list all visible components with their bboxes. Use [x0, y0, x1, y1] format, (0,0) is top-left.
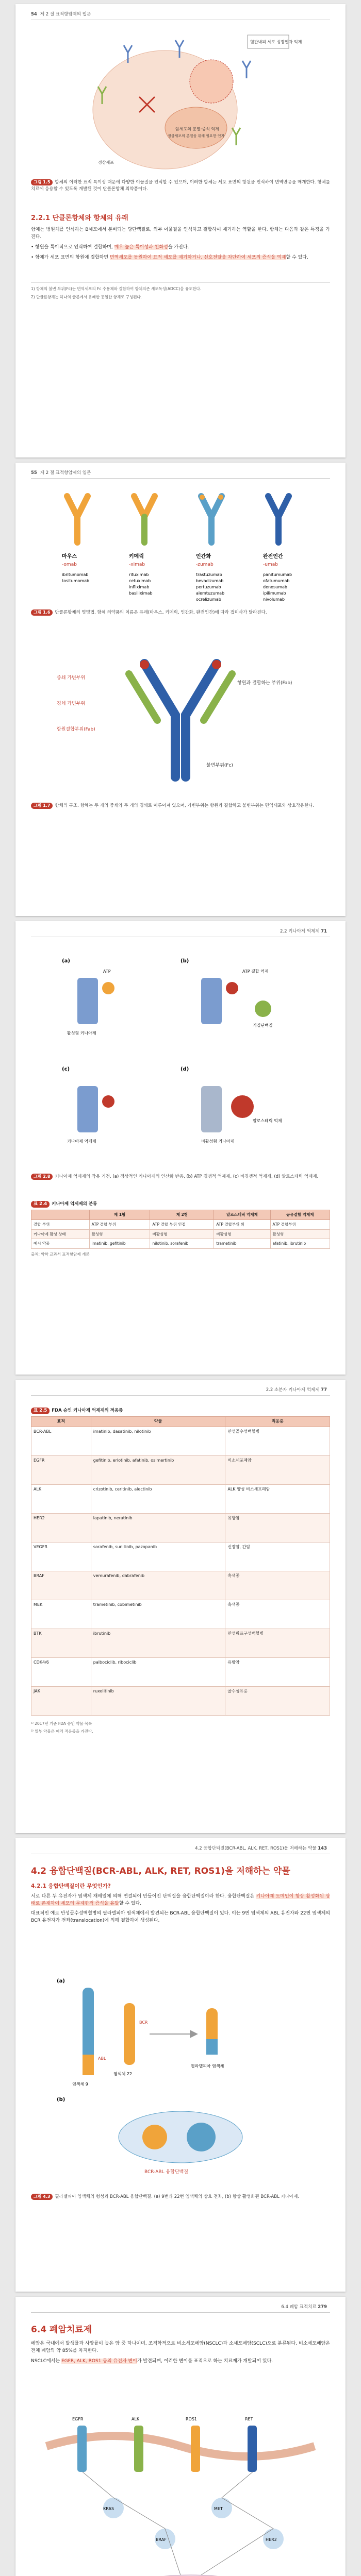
- svg-text:-zumab: -zumab: [196, 562, 214, 567]
- svg-text:ATP: ATP: [103, 969, 111, 974]
- svg-text:nivolumab: nivolumab: [263, 597, 285, 602]
- antibody-humanized: [196, 495, 224, 602]
- table-row: 예시 약물 imatinib, gefitinib nilotinib, sorafenib trametinib afatinib, ibrutinib: [31, 1239, 330, 1249]
- panel-a: [62, 958, 114, 1036]
- diagram-label: 정상세포: [98, 160, 114, 165]
- svg-text:BCR-ABL 융합단백질: BCR-ABL 융합단백질: [144, 2170, 188, 2175]
- svg-text:BRAF: BRAF: [156, 2537, 167, 2542]
- svg-text:KRAS: KRAS: [103, 2506, 114, 2511]
- svg-text:(d): (d): [180, 1066, 189, 1072]
- svg-text:basiliximab: basiliximab: [129, 591, 153, 596]
- page-77: [15, 1380, 346, 1833]
- table-row: BTK ibrutinib 만성림프구성백혈병: [31, 1629, 330, 1657]
- svg-text:pertuzumab: pertuzumab: [196, 585, 221, 589]
- svg-text:염색체 22: 염색체 22: [113, 2072, 132, 2076]
- footnote: 1) 항체의 불변 부위(Fc)는 면역세포의 Fc 수용체와 결합하여 항체의존 세포독성(ADCC)을 유도한다.: [31, 286, 202, 292]
- svg-text:ocrelizumab: ocrelizumab: [196, 597, 221, 602]
- table-row: BRAF vemurafenib, dabrafenib 흑색종: [31, 1571, 330, 1600]
- table-title: 표 2.5 FDA 승인 키나아제 억제제의 적응증: [31, 1408, 330, 1414]
- table-row: CDK4/6 palbociclib, ribociclib 유방암: [31, 1657, 330, 1686]
- svg-text:ATP 결합 억제: ATP 결합 억제: [242, 969, 269, 974]
- table-note: ²⁾ 일부 약물은 여러 적응증을 가진다.: [31, 1729, 93, 1734]
- svg-text:ABL: ABL: [98, 2056, 106, 2061]
- page-143: [15, 1838, 346, 2292]
- svg-text:(b): (b): [57, 2097, 65, 2103]
- svg-text:rituximab: rituximab: [129, 572, 149, 577]
- svg-text:비활성형 키나아제: 비활성형 키나아제: [201, 1139, 235, 1144]
- table-row: MEK trametinib, cobimetinib 흑색종: [31, 1600, 330, 1629]
- figure-caption: 그림 2.8 키나아제 억제제의 작용 기전. (a) 정상적인 키나아제의 인산화 반응, (b) ATP 경쟁적 억제제, (c) 비경쟁적 억제제, (d) 알로스테릭 억제제.: [31, 1174, 330, 1180]
- svg-text:ibritumomab: ibritumomab: [62, 572, 89, 577]
- page-71: [15, 921, 346, 1375]
- svg-text:panitumumab: panitumumab: [263, 572, 292, 577]
- svg-text:기질단백질: 기질단백질: [253, 1023, 273, 1028]
- svg-text:인간화: 인간화: [196, 554, 211, 560]
- svg-text:cetuximab: cetuximab: [129, 579, 151, 583]
- svg-text:bevacizumab: bevacizumab: [196, 579, 224, 583]
- antibody-types-diagram: [46, 486, 315, 604]
- figure-caption: 그림 1.5 항체의 이러한 표적 특이성 때문에 다양한 이물질을 인식할 수 있으며, 이러한 항체는 세포 표면의 항원을 인식하여 면역반응을 매개한다. 항체를 치료에 응용할 수 있도록 개발된 것이 단클론항체 의약품이다.: [31, 180, 330, 192]
- table-row: 키나아제 활성 상태 활성형 비활성형 비활성형 활성형: [31, 1229, 330, 1239]
- cell-diagram: [77, 25, 302, 174]
- antibody-mouse: [62, 496, 89, 583]
- kinase-mechanism-diagram: [46, 952, 315, 1168]
- antibody-structure-diagram: [52, 653, 309, 792]
- svg-text:ipilimumab: ipilimumab: [263, 591, 286, 596]
- paragraph: 대표적인 예로 만성골수성백혈병의 필라델피아 염색체에서 발견되는 BCR-ABL 융합단백질이 있다. 이는 9번 염색체의 ABL 유전자와 22번 염색체의 BCR 유전자가 전좌(translocation)에 의해 결합하여 생성된다.: [31, 1911, 330, 1924]
- page-header: 54 제 2 절 표적항암제의 입문: [31, 11, 330, 20]
- svg-text:-umab: -umab: [263, 562, 278, 567]
- page-header: 6.4 폐암 표적치료 279: [31, 2304, 330, 2313]
- svg-text:(a): (a): [57, 1978, 65, 1984]
- page-55: [15, 463, 346, 916]
- panel-c: [62, 1066, 114, 1144]
- page-54: [15, 4, 346, 457]
- table-note: 출처: 약학 교과서 표적항암제 개론: [31, 1251, 90, 1257]
- svg-text:ALK: ALK: [132, 2417, 140, 2421]
- table-title: 표 2.4 키나아제 억제제의 분류: [31, 1201, 330, 1208]
- table-row: ALK crizotinib, ceritinib, alectinib ALK 양성 비소세포폐암: [31, 1484, 330, 1513]
- svg-text:경쇄 가변부위: 경쇄 가변부위: [57, 701, 86, 706]
- svg-text:알로스테릭 억제: 알로스테릭 억제: [253, 1118, 282, 1123]
- antibody-chimeric: [129, 496, 155, 596]
- svg-text:키메릭: 키메릭: [129, 554, 144, 560]
- paragraph: 폐암은 국내에서 발생률과 사망률이 높은 암 중 하나이며, 조직학적으로 비소세포폐암(NSCLC)과 소세포폐암(SCLC)으로 분류된다. 비소세포폐암은 전체 폐암의 약 85%를 차지한다.: [31, 2341, 330, 2354]
- table-row: 결합 부위 ATP 결합 부위 ATP 결합 부위 인접 ATP 결합부위 외 ATP 결합부위: [31, 1219, 330, 1229]
- table-note: ¹⁾ 2017년 기준 FDA 승인 약물 목록: [31, 1721, 92, 1726]
- paragraph: NSCLC에서는 EGFR, ALK, ROS1 등의 유전자 변이가 발견되며, 이러한 변이를 표적으로 하는 치료제가 개발되어 있다.: [31, 2359, 273, 2364]
- svg-text:MET: MET: [214, 2506, 223, 2511]
- svg-text:HER2: HER2: [266, 2537, 277, 2542]
- paragraph: 서로 다른 두 유전자가 염색체 재배열에 의해 연결되어 만들어진 단백질을 융합단백질이라 한다. 융합단백질은 키나아제 도메인이 항상 활성화된 상태로 존재하여 세포의 무제한적 증식을 유발할 수 있다.: [31, 1893, 330, 1906]
- svg-text:마우스: 마우스: [62, 554, 77, 560]
- antibody-human: [262, 496, 292, 602]
- kinase-inhibitor-table: 표적 약물 적응증 BCR-ABL imatinib, dasatinib, nilotinib 만성골수성백혈병 EGFR gefitinib, erlotinib, afatinib, osimertinib 비소세포폐암 ALK crizotinib, ceritinib, alectinib ALK 양성 비소세포폐암 HER2 lapatinib, neratinib 유방암 VEGFR sorafenib, sunitinib, pazopanib 신장암, 간암 BRAF vemurafenib, dabrafenib 흑색종 MEK trametinib, cobimetinib 흑색종 BTK ibrutinib 만성림프구성백혈병 CDK4/6 palbociclib, ribociclib 유방암 JAK ruxolitinib 골수섬유증: [31, 1416, 330, 1715]
- svg-text:-ximab: -ximab: [129, 562, 145, 567]
- svg-text:항원결합부위(Fab): 항원결합부위(Fab): [57, 727, 95, 732]
- table-row: JAK ruxolitinib 골수섬유증: [31, 1686, 330, 1715]
- page-header: 2.2 키나아제 억제제 71: [31, 928, 330, 937]
- svg-text:항원과 결합하는 부위(Fab): 항원과 결합하는 부위(Fab): [237, 681, 292, 686]
- page-header: 55 제 2 절 표적항암제의 입문: [31, 470, 330, 479]
- svg-text:활성형 키나아제: 활성형 키나아제: [67, 1031, 96, 1036]
- svg-text:alemtuzumab: alemtuzumab: [196, 591, 225, 596]
- panel-d: [180, 1066, 282, 1144]
- svg-text:BCR: BCR: [139, 2020, 148, 2025]
- table-row: BCR-ABL imatinib, dasatinib, nilotinib 만성골수성백혈병: [31, 1427, 330, 1455]
- svg-text:(c): (c): [62, 1066, 70, 1072]
- svg-text:ROS1: ROS1: [186, 2417, 198, 2421]
- philadelphia-chromosome-diagram: [52, 1972, 309, 2178]
- subsection-title: 4.2.1 융합단백질이란 무엇인가?: [31, 1883, 111, 1890]
- diagram-label: 정상세포의 분열을 위해 필요한 인자: [168, 134, 225, 138]
- svg-text:trastuzumab: trastuzumab: [196, 572, 222, 577]
- signaling-pathway-diagram: [46, 2405, 315, 2576]
- diagram-label: 암세포의 분열·증식 억제: [175, 127, 219, 131]
- svg-text:완전인간: 완전인간: [263, 554, 283, 560]
- svg-text:-omab: -omab: [62, 562, 77, 567]
- table-row: HER2 lapatinib, neratinib 유방암: [31, 1513, 330, 1542]
- panel-b: [180, 958, 273, 1028]
- svg-text:(a): (a): [62, 958, 70, 964]
- section-title: 2.2.1 단클론항체와 항체의 유래: [31, 214, 128, 223]
- svg-text:infliximab: infliximab: [129, 585, 150, 589]
- svg-text:denosumab: denosumab: [263, 585, 287, 589]
- page-header: 4.2 융합단백질(BCR-ABL, ALK, RET, ROS1)을 저해하는 약물 143: [31, 1845, 330, 1854]
- bullet: • 항원을 특이적으로 인식하여 결합하며, 매우 높은 특이성과 친화성을 가진다.: [31, 245, 189, 250]
- paragraph: 항체는 병원체를 인식하는 B세포에서 분비되는 당단백질로, 외부 이물질을 인식하고 결합하여 제거하는 역할을 한다. 항체는 다음과 같은 특징을 가진다.: [31, 227, 330, 240]
- page-279: [15, 2297, 346, 2576]
- diagram-label: 혈관내피 세포 성장인자 억제: [250, 40, 302, 44]
- table-row: VEGFR sorafenib, sunitinib, pazopanib 신장암, 간암: [31, 1542, 330, 1571]
- footnote: 2) 단클론항체는 하나의 클론에서 유래한 동일한 항체로 구성된다.: [31, 294, 142, 299]
- kinase-classification-table: 제 1형 제 2형 알로스테릭 억제제 공유결합 억제제 결합 부위 ATP 결합 부위 ATP 결합 부위 인접 ATP 결합부위 외 ATP 결합부위 키나아제 활성 상태 활성형 비활성형 비활성형 활성형 예시 약물 imatinib, gefitinib nilotinib, sorafenib trametinib afatinib, ibrutinib: [31, 1210, 330, 1249]
- svg-text:필라델피아 염색체: 필라델피아 염색체: [191, 2064, 224, 2069]
- figure-caption: 그림 1.6 단클론항체의 명명법. 항체 의약품의 이름은 유래(마우스, 키메릭, 인간화, 완전인간)에 따라 접미사가 달라진다.: [31, 609, 330, 616]
- svg-text:키나아제 억제제: 키나아제 억제제: [67, 1139, 96, 1144]
- figure-caption: 그림 4.3 필라델피아 염색체의 형성과 BCR-ABL 융합단백질. (a) 9번과 22번 염색체의 상호 전좌, (b) 항상 활성화된 BCR-ABL 키나아제.: [31, 2194, 330, 2200]
- bullet: • 항체가 세포 표면의 항원에 결합하면 면역세포를 동원하여 표적 세포를 제거하거나, 신호전달을 차단하여 세포의 증식을 억제할 수 있다.: [31, 255, 308, 261]
- page-header: 2.2 소분자 키나아제 억제제 77: [31, 1387, 330, 1396]
- table-row: EGFR gefitinib, erlotinib, afatinib, osimertinib 비소세포폐암: [31, 1455, 330, 1484]
- svg-text:EGFR: EGFR: [72, 2417, 84, 2421]
- svg-text:불변부위(Fc): 불변부위(Fc): [206, 763, 233, 768]
- section-title: 4.2 융합단백질(BCR-ABL, ALK, RET, ROS1)을 저해하는 약물: [31, 1866, 290, 1876]
- svg-text:RET: RET: [245, 2417, 253, 2421]
- svg-text:tositumomab: tositumomab: [62, 579, 90, 583]
- section-title: 6.4 폐암치료제: [31, 2325, 92, 2335]
- svg-text:(b): (b): [180, 958, 189, 964]
- figure-caption: 그림 1.7 항체의 구조. 항체는 두 개의 중쇄와 두 개의 경쇄로 이루어져 있으며, 가변부위는 항원과 결합하고 불변부위는 면역세포와 상호작용한다.: [31, 803, 330, 809]
- svg-text:중쇄 가변부위: 중쇄 가변부위: [57, 675, 86, 681]
- svg-text:염색체 9: 염색체 9: [72, 2082, 88, 2087]
- svg-text:ofatumumab: ofatumumab: [263, 579, 290, 583]
